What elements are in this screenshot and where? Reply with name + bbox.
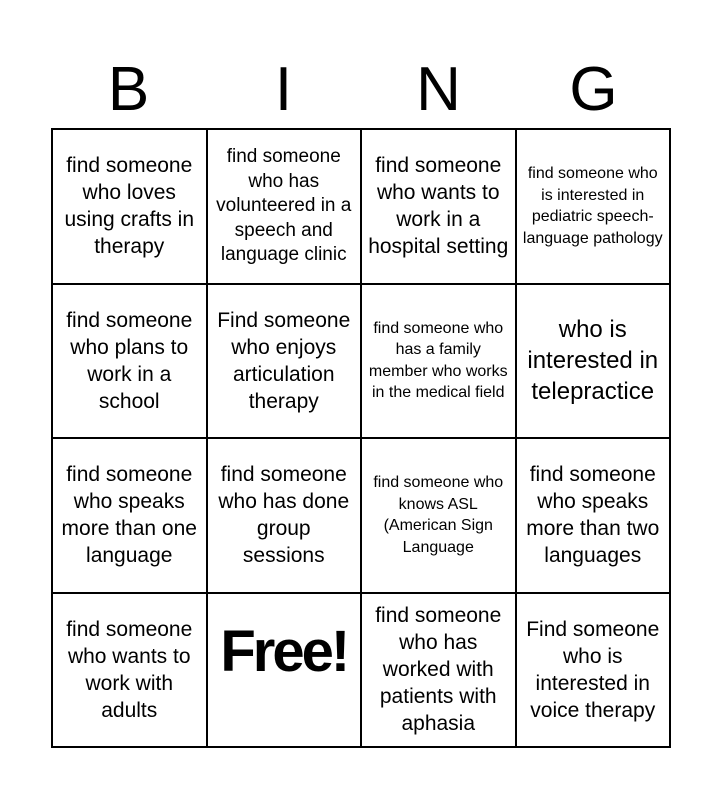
cell-text: who is interested in telepractice <box>527 316 659 406</box>
bingo-cell-r1c3[interactable] <box>362 130 517 285</box>
header-letter-n: N <box>416 55 461 124</box>
cell-text: find someone who wants to work with adults <box>66 617 193 722</box>
cell-text: find someone who has done group sessions <box>218 463 350 568</box>
bingo-cell-r4c1[interactable] <box>53 594 208 749</box>
cell-text: find someone who has volunteered in a speech and language clinic <box>216 146 352 265</box>
header-letter-i: I <box>274 55 293 124</box>
cell-text: find someone who knows ASL (American Sign Language <box>373 474 504 556</box>
bingo-cell-r2c4[interactable] <box>517 285 672 440</box>
cell-text: find someone who has a family member who works in the medical field <box>368 319 508 402</box>
cell-text: find someone who loves using crafts in therapy <box>64 154 195 259</box>
bingo-header <box>51 52 671 128</box>
bingo-cell-r1c1[interactable] <box>53 130 208 285</box>
cell-text: Find someone who enjoys articulation therapy <box>217 308 351 413</box>
bingo-cell-r3c1[interactable] <box>53 439 208 594</box>
cell-text: find someone who speaks more than two languages <box>526 463 660 568</box>
free-space-label: Free! <box>220 618 348 684</box>
bingo-cell-r4c3[interactable] <box>362 594 517 749</box>
bingo-cell-r3c3[interactable] <box>362 439 517 594</box>
header-letter-g: G <box>569 55 618 124</box>
cell-text: find someone who is interested in pediatric speech-language pathology <box>522 165 663 247</box>
bingo-cell-r3c4[interactable] <box>517 439 672 594</box>
cell-text: find someone who speaks more than one language <box>61 463 197 568</box>
bingo-board <box>51 128 671 748</box>
bingo-cell-r4c4[interactable] <box>517 594 672 749</box>
cell-text: find someone who wants to work in a hospital setting <box>368 154 509 259</box>
bingo-cell-r2c1[interactable] <box>53 285 208 440</box>
cell-text: find someone who has worked with patients with aphasia <box>375 604 502 736</box>
bingo-cell-r3c2[interactable] <box>208 439 363 594</box>
bingo-cell-r2c2[interactable] <box>208 285 363 440</box>
bingo-cell-r1c2[interactable] <box>208 130 363 285</box>
cell-text: find someone who plans to work in a school <box>66 308 193 413</box>
cell-text: Find someone who is interested in voice therapy <box>526 617 660 722</box>
bingo-cell-r2c3[interactable] <box>362 285 517 440</box>
header-letter-b: B <box>107 55 150 124</box>
bingo-cell-r1c4[interactable] <box>517 130 672 285</box>
bingo-cell-free[interactable] <box>208 594 363 749</box>
